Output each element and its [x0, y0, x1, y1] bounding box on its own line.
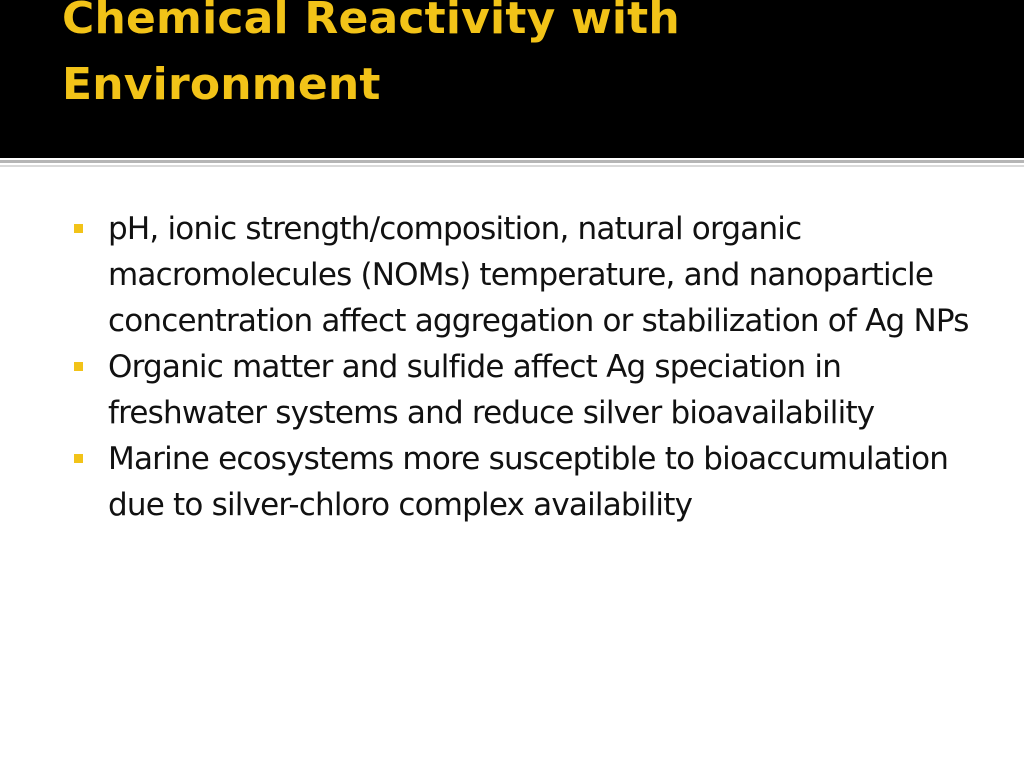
bullet-text: Organic matter and sulfide affect Ag speciation in freshwater systems and reduce silver bioavailability: [108, 349, 875, 431]
bullet-item: [72, 344, 972, 436]
square-bullet-icon: [74, 454, 83, 463]
title-bar: [0, 0, 1024, 158]
slide-title: Chemical Reactivity with Environment: [62, 0, 680, 110]
title-divider-light: [0, 165, 1024, 167]
square-bullet-icon: [74, 224, 83, 233]
bullet-item: [72, 206, 972, 344]
square-bullet-icon: [74, 362, 83, 371]
bullet-text: pH, ionic strength/composition, natural organic macromolecules (NOMs) temperature, and nanoparticle concentration affect aggregation or stabilization of Ag NPs: [108, 211, 969, 339]
title-divider: [0, 160, 1024, 163]
bullet-text: Marine ecosystems more susceptible to bioaccumulation due to silver-chloro complex availability: [108, 441, 949, 523]
bullet-item: [72, 436, 972, 528]
bullet-list: [72, 206, 972, 528]
